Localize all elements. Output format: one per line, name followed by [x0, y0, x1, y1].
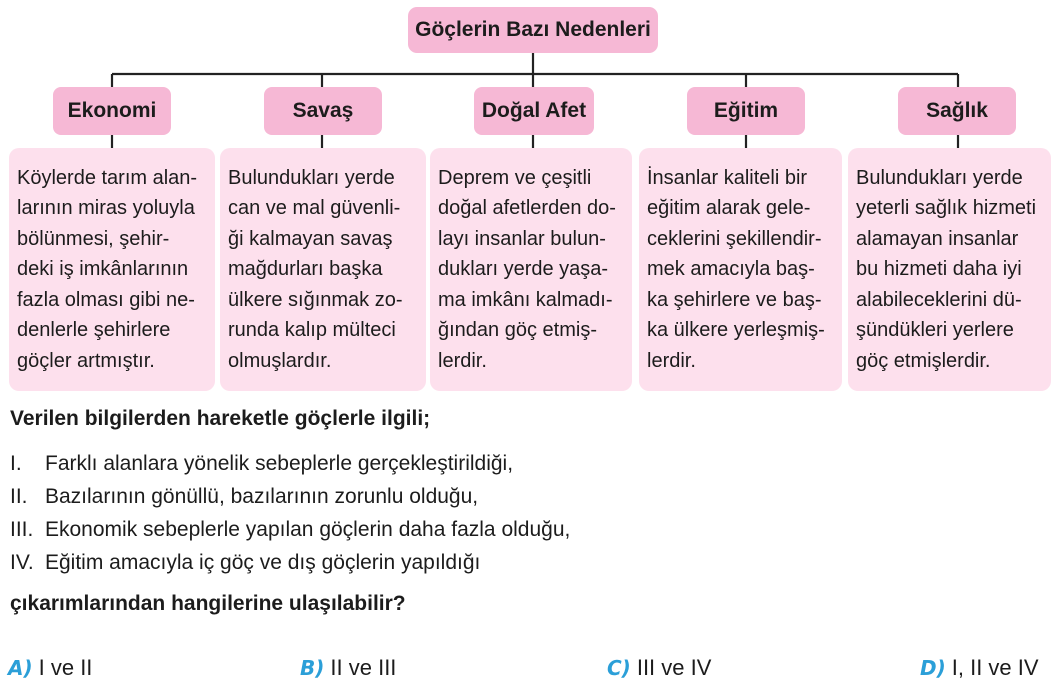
- option-letter: D): [920, 656, 946, 680]
- description-ekonomi-text: Köylerde tarım alan- larının miras yoluyla bölünmesi, şehir- deki iş imkânlarının fazla olması gibi ne- denlerle şehirlere göçler artmıştır.: [17, 166, 198, 372]
- option-text: III ve IV: [636, 655, 712, 680]
- diagram-title: Göçlerin Bazı Nedenleri: [408, 7, 658, 53]
- statement-2: [10, 485, 478, 509]
- statement-4: [10, 551, 480, 575]
- question-ask: çıkarımlarından hangilerine ulaşılabilir?: [10, 592, 406, 615]
- description-dogal-afet-text: Deprem ve çeşitli doğal afetlerden do- layı insanlar bulun- dukları yerde yaşa- ma imkânı kalmadı- ğından göç etmiş- lerdir.: [438, 166, 616, 372]
- option-letter: B): [300, 656, 325, 680]
- category-saglik: Sağlık: [898, 87, 1016, 135]
- category-dogal-afet: Doğal Afet: [474, 87, 594, 135]
- option-c[interactable]: [607, 655, 711, 681]
- statement-3: [10, 518, 570, 542]
- option-d[interactable]: [920, 655, 1039, 681]
- description-savas: [220, 148, 426, 391]
- statement-number: IV.: [10, 551, 34, 574]
- category-egitim: Eğitim: [687, 87, 805, 135]
- statement-text: Bazılarının gönüllü, bazılarının zorunlu olduğu,: [45, 485, 479, 508]
- description-egitim: [639, 148, 842, 391]
- question-prompt: Verilen bilgilerden hareketle göçlerle ilgili;: [10, 407, 431, 430]
- statement-number: II.: [10, 485, 28, 508]
- statement-1: [10, 452, 513, 476]
- option-letter: A): [8, 656, 33, 680]
- category-savas: Savaş: [264, 87, 382, 135]
- description-dogal-afet: [430, 148, 632, 391]
- option-b[interactable]: [300, 655, 396, 681]
- description-saglik-text: Bulundukları yerde yeterli sağlık hizmeti alamayan insanlar bu hizmeti daha iyi alabileceklerini dü- şündükleri yerlere göç etmişlerdir.: [856, 166, 1037, 372]
- description-egitim-text: İnsanlar kaliteli bir eğitim alarak gele- ceklerini şekillendir- mek amacıyla baş- ka şehirlere ve baş- ka ülkere yerleşmiş- lerdir.: [647, 166, 825, 372]
- description-savas-text: Bulundukları yerde can ve mal güvenli- ği kalmayan savaş mağdurları başka ülkere sığınmak zo- runda kalıp mülteci olmuşlardır.: [228, 166, 403, 372]
- statement-text: Farklı alanlara yönelik sebeplerle gerçekleştirildiği,: [45, 452, 514, 475]
- option-a[interactable]: [8, 655, 92, 681]
- statement-number: I.: [10, 452, 22, 475]
- option-letter: C): [607, 656, 631, 680]
- statement-text: Ekonomik sebeplerle yapılan göçlerin daha fazla olduğu,: [45, 518, 571, 541]
- option-text: II ve III: [330, 655, 397, 680]
- statement-number: III.: [10, 518, 34, 541]
- category-ekonomi: Ekonomi: [53, 87, 171, 135]
- description-saglik: [848, 148, 1051, 391]
- statement-text: Eğitim amacıyla iç göç ve dış göçlerin yapıldığı: [45, 551, 481, 574]
- option-text: I, II ve IV: [951, 655, 1039, 680]
- description-ekonomi: [9, 148, 215, 391]
- option-text: I ve II: [38, 655, 93, 680]
